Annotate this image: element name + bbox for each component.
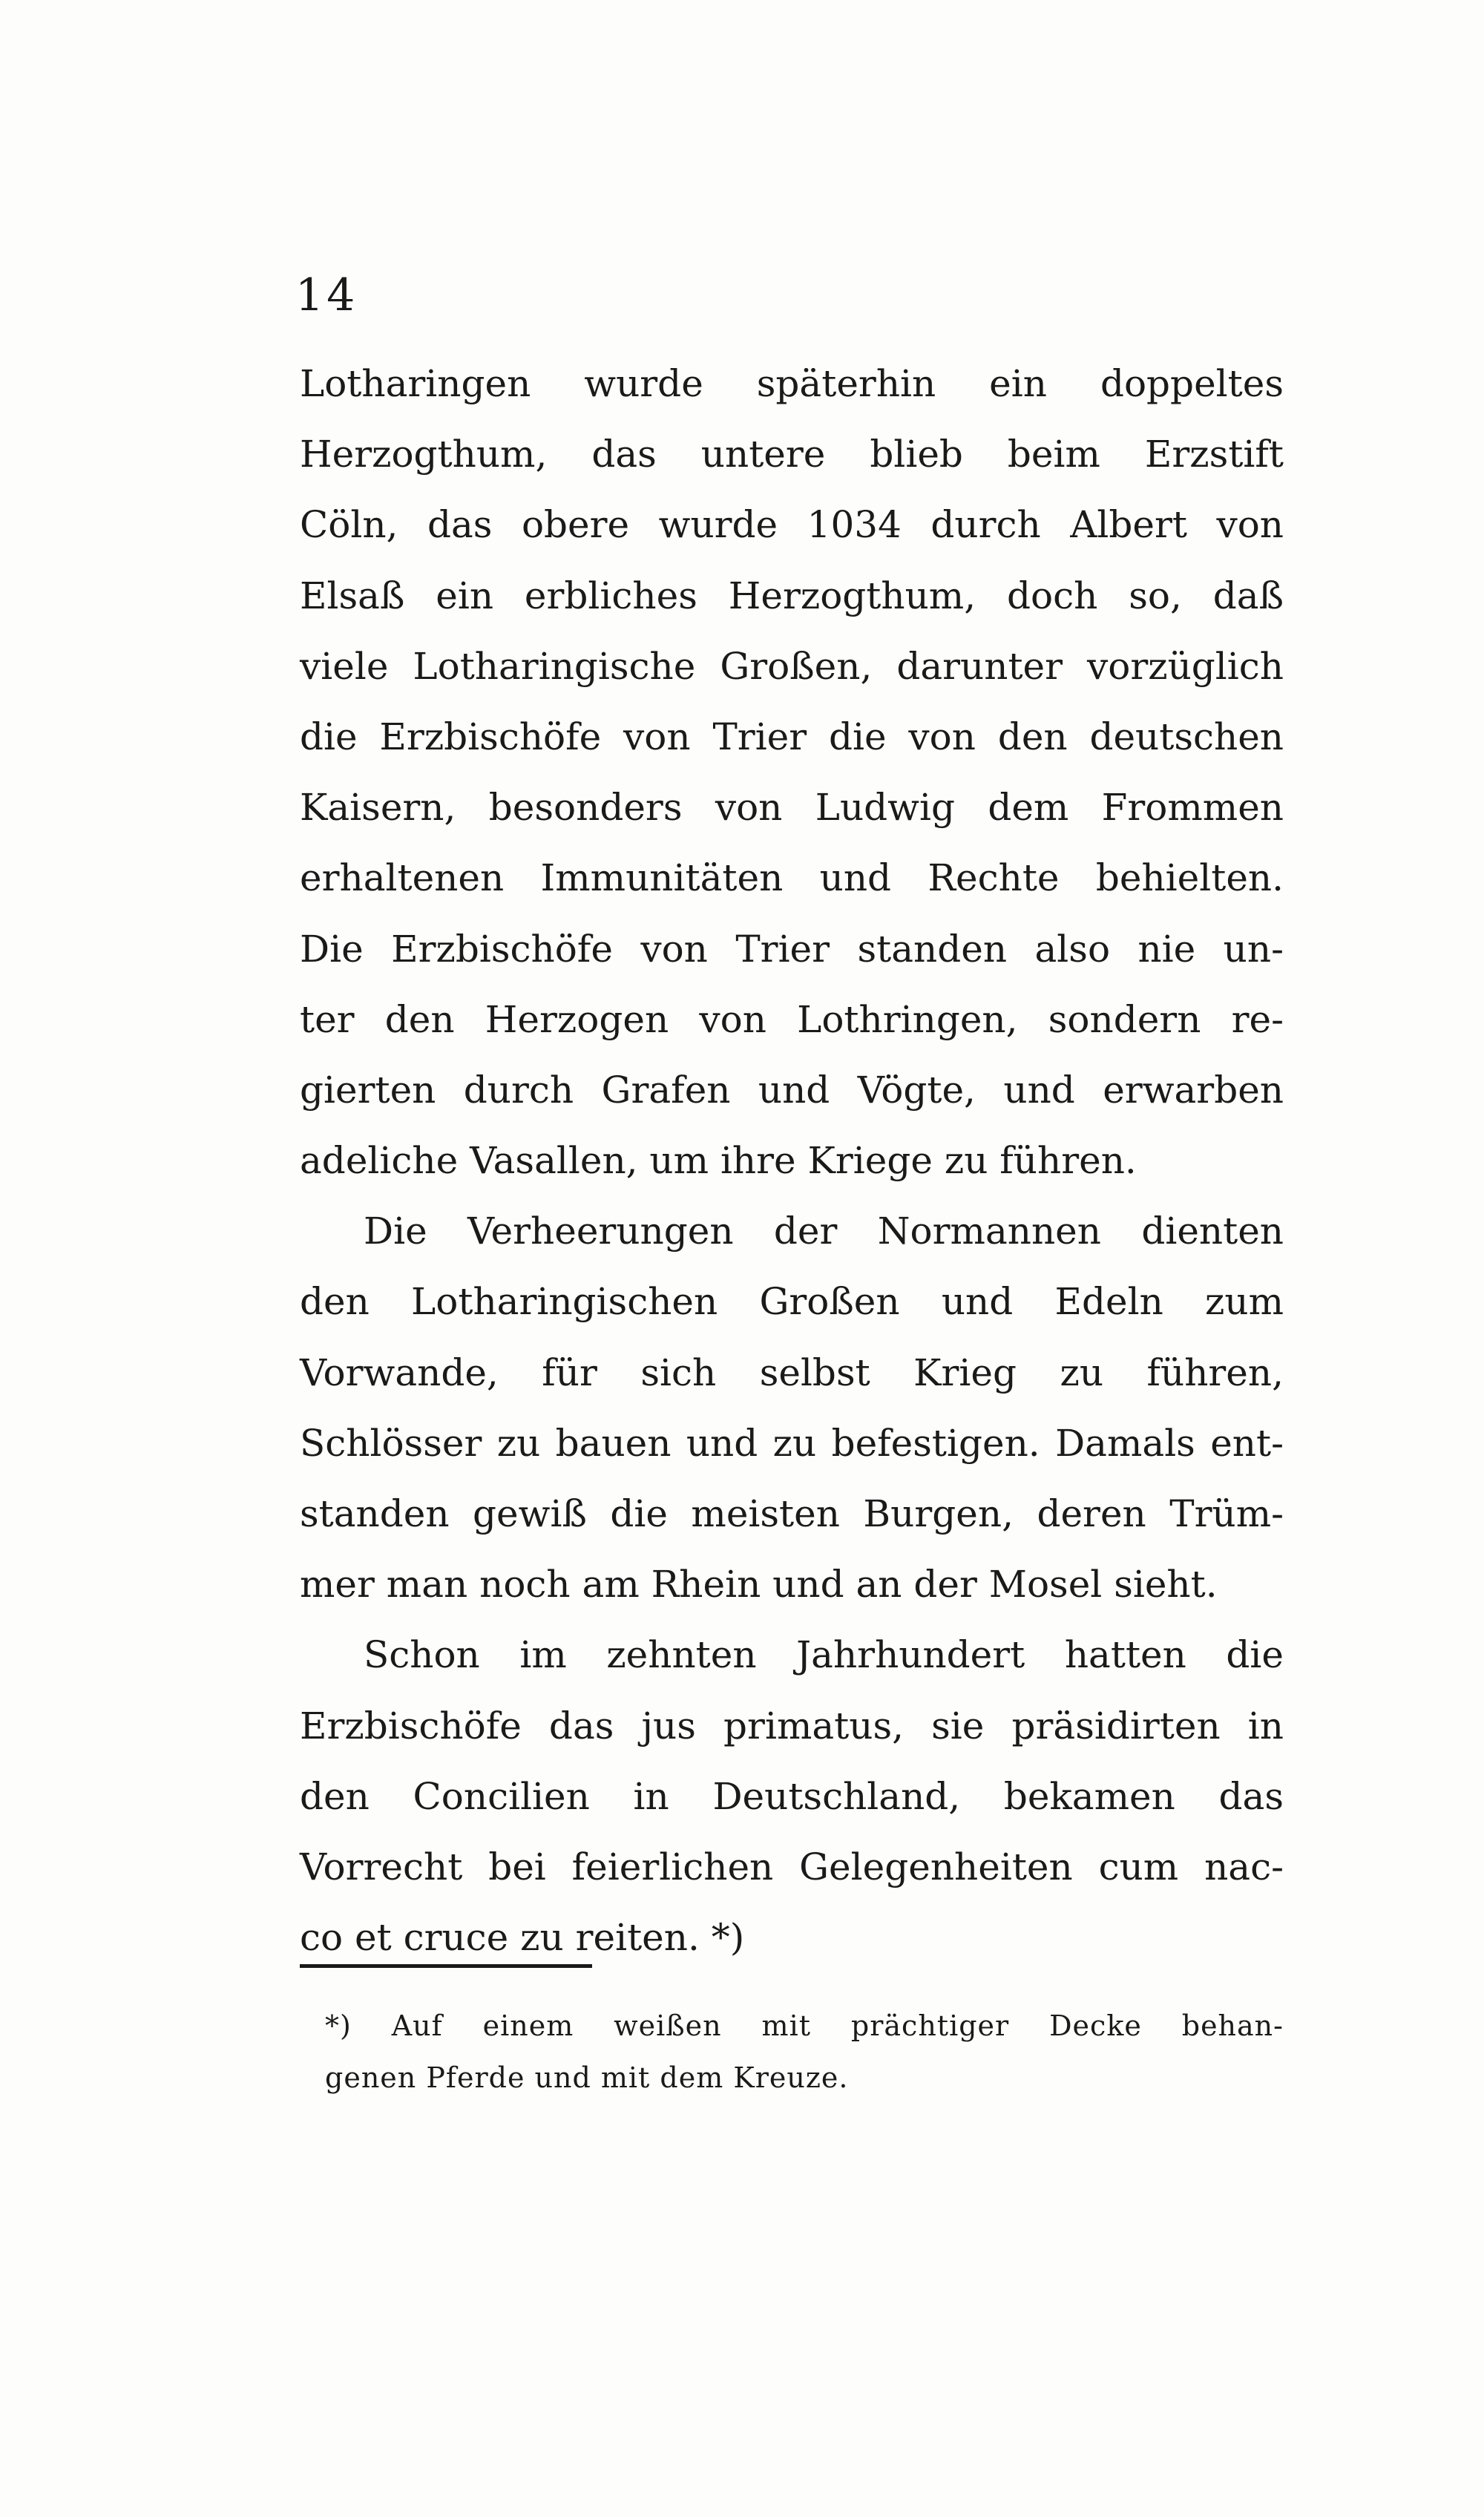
- text-line: Die Verheerungen der Normannen dienten: [364, 1210, 1284, 1253]
- text-line: Kaisern, besonders von Ludwig dem Frommen: [300, 786, 1284, 830]
- footnote-divider: [300, 1964, 592, 1968]
- text-line: Die Erzbischöfe von Trier standen also nie un-: [300, 927, 1284, 971]
- text-line: Erzbischöfe das jus primatus, sie präsidirten in: [300, 1704, 1284, 1748]
- text-line: Schon im zehnten Jahrhundert hatten die: [364, 1633, 1284, 1677]
- text-line: adeliche Vasallen, um ihre Kriege zu führen.: [300, 1139, 1137, 1183]
- text-line: viele Lotharingische Großen, darunter vorzüglich: [300, 644, 1284, 688]
- text-line: standen gewiß die meisten Burgen, deren Trüm-: [300, 1492, 1284, 1535]
- footnote: [325, 2000, 1284, 2104]
- text-line: erhaltenen Immunitäten und Rechte behielten.: [300, 856, 1284, 900]
- text-line: gierten durch Grafen und Vögte, und erwarben: [300, 1068, 1284, 1112]
- footnote-line: *) Auf einem weißen mit prächtiger Decke behan-: [325, 2009, 1284, 2042]
- text-line: Elsaß ein erbliches Herzogthum, doch so, daß: [300, 574, 1284, 617]
- text-line: die Erzbischöfe von Trier die von den deutschen: [300, 715, 1284, 758]
- text-line: ter den Herzogen von Lothringen, sondern re-: [300, 997, 1284, 1041]
- text-line: Schlösser zu bauen und zu befestigen. Damals ent-: [300, 1421, 1284, 1465]
- text-line: Cöln, das obere wurde 1034 durch Albert von: [300, 503, 1284, 547]
- text-line: Vorwande, für sich selbst Krieg zu führen,: [300, 1351, 1284, 1394]
- text-line: Vorrecht bei feierlichen Gelegenheiten cum nac-: [300, 1845, 1284, 1888]
- text-line: Herzogthum, das untere blieb beim Erzstift: [300, 433, 1284, 476]
- text-line: co et cruce zu reiten. *): [300, 1916, 745, 1960]
- page-number: 14: [295, 269, 358, 321]
- text-line: Lotharingen wurde späterhin ein doppeltes: [300, 362, 1284, 405]
- footnote-line: genen Pferde und mit dem Kreuze.: [325, 2061, 849, 2094]
- body-text: [300, 349, 1284, 1973]
- text-line: den Lotharingischen Großen und Edeln zum: [300, 1280, 1284, 1324]
- text-line: mer man noch am Rhein und an der Mosel sieht.: [300, 1563, 1218, 1607]
- text-line: den Concilien in Deutschland, bekamen das: [300, 1774, 1284, 1818]
